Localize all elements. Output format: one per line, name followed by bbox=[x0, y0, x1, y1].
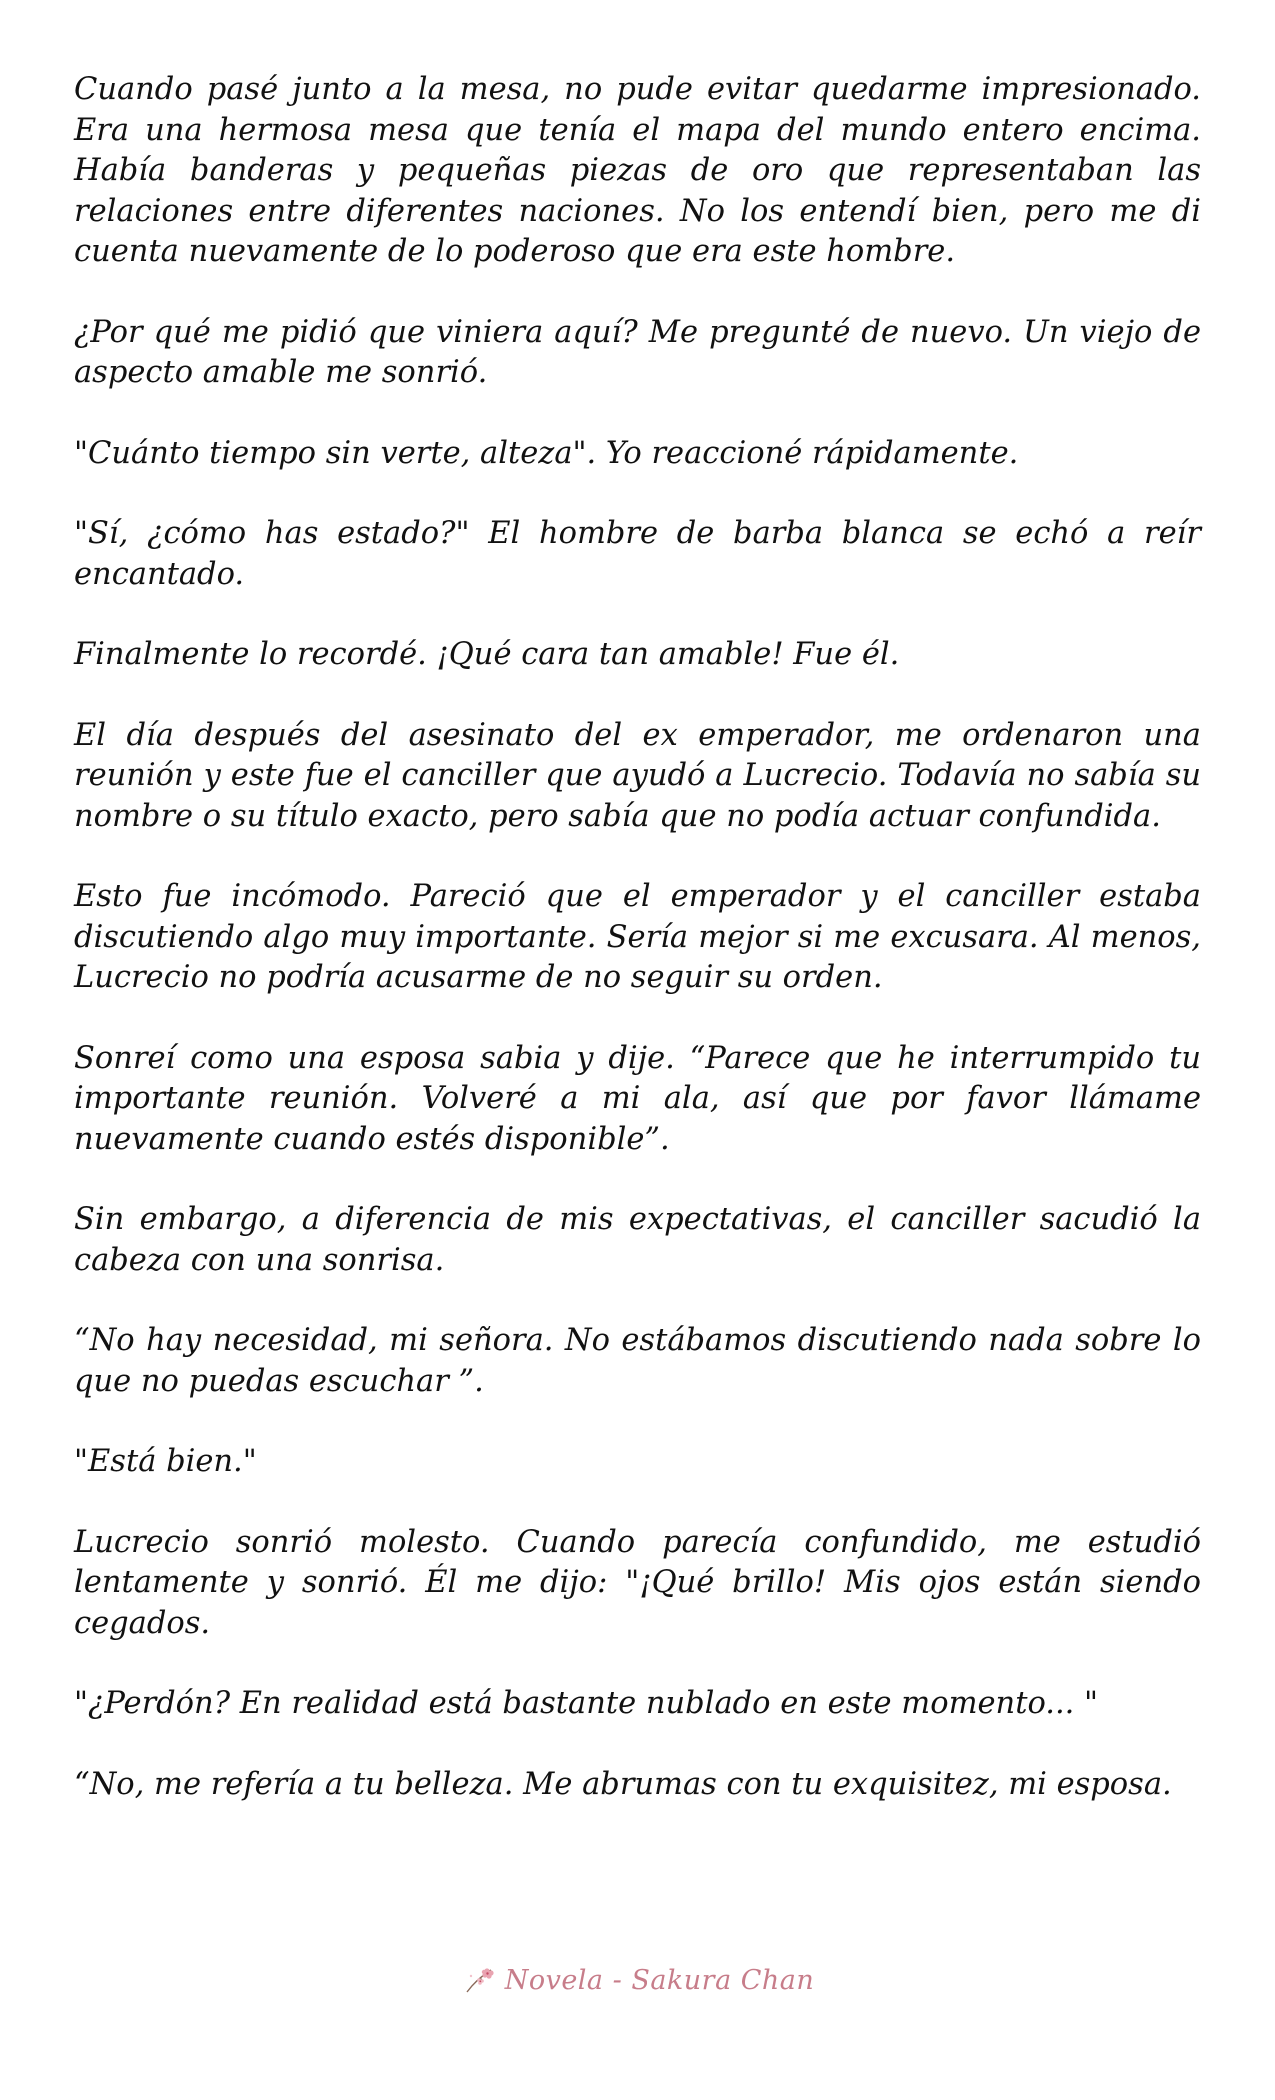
footer-text: Novela - Sakura Chan bbox=[504, 1964, 815, 1996]
document-body bbox=[74, 70, 1201, 1845]
cherry-blossom-icon bbox=[461, 1962, 497, 1998]
paragraph: Cuando pasé junto a la mesa, no pude evitar quedarme impresionado. Era una hermosa mesa que tenía el mapa del mundo entero encima. Había banderas y pequeñas piezas de oro que representaban las relaciones entre diferentes naciones. No los entendí bien, pero me di cuenta nuevamente de lo poderoso que era este hombre. bbox=[74, 72, 1201, 269]
footer-watermark bbox=[0, 1960, 1275, 2000]
paragraph: "¿Perdón? En realidad está bastante nublado en este momento... " bbox=[74, 1686, 1099, 1721]
paragraph: Esto fue incómodo. Pareció que el emperador y el canciller estaba discutiendo algo muy importante. Sería mejor si me excusara. Al menos, Lucrecio no podría acusarme de no seguir su orden. bbox=[74, 879, 1201, 995]
paragraph: Sin embargo, a diferencia de mis expectativas, el canciller sacudió la cabeza con una sonrisa. bbox=[74, 1202, 1201, 1278]
paragraph: "Está bien." bbox=[74, 1444, 257, 1479]
paragraph: Finalmente lo recordé. ¡Qué cara tan amable! Fue él. bbox=[74, 637, 900, 672]
paragraph: ¿Por qué me pidió que viniera aquí? Me pregunté de nuevo. Un viejo de aspecto amable me sonrió. bbox=[74, 314, 1201, 390]
paragraph: Sonreí como una esposa sabia y dije. “Parece que he interrumpido tu importante reunión. Volveré a mi ala, así que por favor llámame nuevamente cuando estés disponible”. bbox=[74, 1040, 1201, 1157]
paragraph: Lucrecio sonrió molesto. Cuando parecía confundido, me estudió lentamente y sonrió. Él me dijo: "¡Qué brillo! Mis ojos están siendo cegados. bbox=[74, 1524, 1201, 1641]
paragraph: “No hay necesidad, mi señora. No estábamos discutiendo nada sobre lo que no puedas escuchar ”. bbox=[74, 1323, 1201, 1399]
paragraph: "Cuánto tiempo sin verte, alteza". Yo reaccioné rápidamente. bbox=[74, 435, 1019, 471]
paragraph: “No, me refería a tu belleza. Me abrumas con tu exquisitez, mi esposa. bbox=[74, 1766, 1172, 1802]
paragraph: "Sí, ¿cómo has estado?" El hombre de barba blanca se echó a reír encantado. bbox=[74, 516, 1201, 592]
paragraph: El día después del asesinato del ex emperador, me ordenaron una reunión y este fue el canciller que ayudó a Lucrecio. Todavía no sabía su nombre o su título exacto, pero sabía que no podía actuar confundida. bbox=[74, 717, 1201, 834]
